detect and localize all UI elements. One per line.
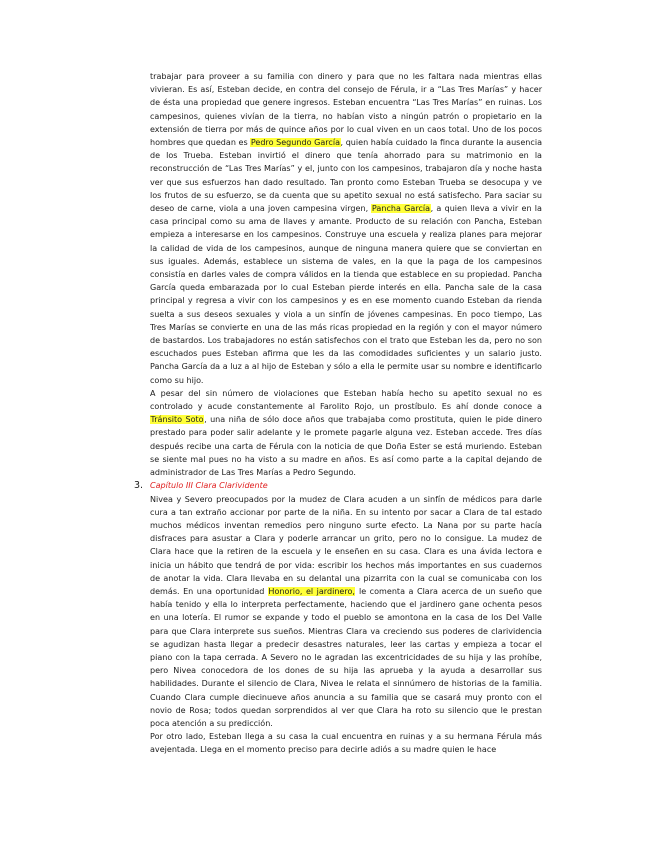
document-page (134, 70, 542, 757)
paragraph: Por otro lado, Esteban llega a su casa la cual encuentra en ruinas y a su hermana Férula más avejentada. Llega en el momento preciso para decirle adiós a su madre quien le hace (150, 732, 542, 755)
highlighted-name: Honorio, el jardinero, (268, 586, 355, 596)
list-number: 3. (134, 480, 144, 492)
paragraph: A pesar del sin número de violaciones que Esteban había hecho su apetito sexual no es controlado y acude constantemente al Farolito Rojo, un prostíbulo. Es ahí donde conoce a Tránsito Soto, una niña de sólo doce años que trabajaba como prostituta, quien le pide dinero prestado para poder salir adelante y le promete pagarle alguna vez. Esteban accede. Tres días después recibe una carta de Férula con la noticia de que Doña Ester se está muriendo. Esteban se siente mal pues no ha visto a su madre en años. Es así como parte a la capital dejando de administrador de Las Tres Marías a Pedro Segundo. (150, 388, 542, 478)
paragraph: trabajar para proveer a su familia con dinero y para que no les faltara nada mientras ellas vivieran. Es así, Esteban decide, en contra del consejo de Férula, ir a “Las Tres Marías” y hacer de ésta una propiedad que genere ingresos. Esteban encuentra “Las Tres Marías” en ruinas. Los campesinos, quienes vivían de la tierra, no habían visto a ningún patrón o propietario en la extensión de tierra por más de quince años por lo cual viven en un caos total. Uno de los pocos hombres que quedan es Pedro Segundo García, quien había cuidado la finca durante la ausencia de los Trueba. Esteban invirtió el dinero que tenía ahorrado para su matrimonio en la reconstrucción de “Las Tres Marías” y el, junto con los campesinos, trabajaron día y noche hasta ver que sus esfuerzos han dado resultado. Tan pronto como Esteban Trueba se desocupa y ve los frutos de su esfuerzo, se da cuenta que su apetito sexual no está satisfecho. Para saciar su deseo de carne, viola a una joven campesina virgen, Pancha García, a quien lleva a vivir en la casa principal como su ama de llaves y amante. Producto de su relación con Pancha, Esteban empieza a interesarse en los campesinos. Construye una escuela y realiza planes para mejorar la calidad de vida de los campesinos, aunque de ninguna manera quiere que se conviertan en sus iguales. Además, establece un sistema de vales, en la que la paga de los campesinos consistía en darles vales de compra válidos en la tienda que establece en su propiedad. Pancha García queda embarazada por lo cual Esteban pierde interés en ella. Pancha sale de la casa principal y regresa a vivir con los campesinos y es en ese momento cuando Esteban da rienda suelta a sus deseos sexuales y viola a un sinfín de jóvenes campesinas. En poco tiempo, Las Tres Marías se convierte en una de las más ricas propiedad en la región y con el mayor número de bastardos. Los trabajadores no están satisfechos con el trato que Esteban les da, pero no son escuchados pues Esteban afirma que les da las comodidades suficientes y un salario justo. Pancha García da a luz a al hijo de Esteban y sólo a ella le permite usar su nombre e identificarlo como su hijo. (150, 72, 542, 385)
chapter-title: Capítulo III Clara Clarividente (150, 481, 268, 491)
chapter-heading (134, 479, 542, 492)
highlighted-name: Pancha García (371, 204, 431, 214)
highlighted-name: Tránsito Soto (150, 415, 204, 425)
paragraph: Nivea y Severo preocupados por la mudez de Clara acuden a un sinfín de médicos para darle cura a tan extraño accionar por parte de la niña. En su intento por sacar a Clara de tal estado muchos médicos inventan remedios pero ninguno surte efecto. La Nana por su parte hacía disfraces para asustar a Clara y poderle arrancar un grito, pero no lo consigue. La mudez de Clara hace que la retiren de la escuela y le enseñen en su casa. Clara es una ávida lectora e inicia un hábito que tendrá de por vida: escribir los hechos más importantes en sus cuadernos de anotar la vida. Clara llevaba en su delantal una pizarrita con la cual se comunicaba con los demás. En una oportunidad Honorio, el jardinero, le comenta a Clara acerca de un sueño que había tenido y ella lo interpreta perfectamente, haciendo que el jardinero gane ochenta pesos en una lotería. El rumor se expande y todo el pueblo se amontona en la casa de los Del Valle para que Clara interprete sus sueños. Mientras Clara va creciendo sus poderes de clarividencia se agudizan hasta llegar a predecir desastres naturales, leer las cartas y empieza a tocar el piano con la tapa cerrada. A Severo no le agradan las excentricidades de su hija y las prohíbe, pero Nivea conocedora de los dones de su hija las aprueba y la ayuda a desarrollar sus habilidades. Durante el silencio de Clara, Nivea le relata el sinnúmero de historias de la familia. Cuando Clara cumple diecinueve años anuncia a su familia que se casará muy pronto con el novio de Rosa; todos quedan sorprendidos al ver que Clara ha roto su silencio que le prestan poca atención a su predicción. (150, 494, 542, 728)
highlighted-name: Pedro Segundo García (250, 138, 341, 148)
